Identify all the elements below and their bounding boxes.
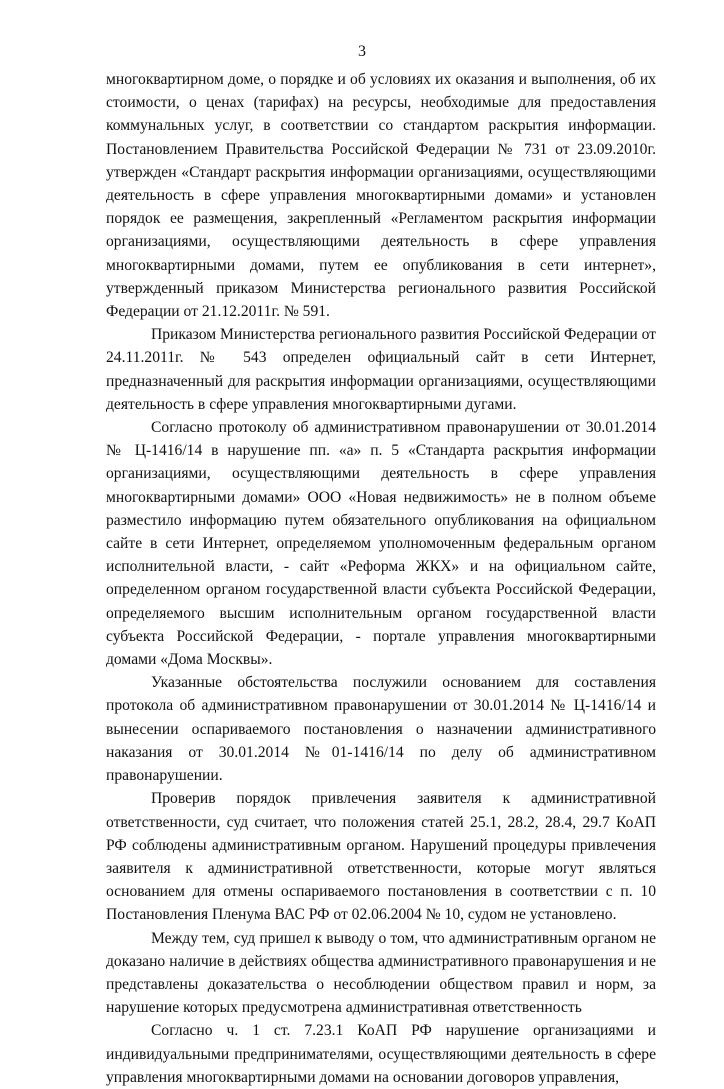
paragraph-2: Приказом Министерства регионального развития Российской Федерации от 24.11.2011г. № 543 определен официальный сайт в сети Интернет, предназначенный для раскрытия информации организациями, осуществляющими деятельность в сфере управления многоквартирными дугами.: [106, 326, 656, 413]
paragraph-1: многоквартирном доме, о порядке и об условиях их оказания и выполнения, об их стоимости, о ценах (тарифах) на ресурсы, необходимые для предоставления коммунальных услуг, в соответствии со стандартом раскрытия информации. Постановлением Правительства Российской Федерации № 731 от 23.09.2010г. утвержден «Стандарт раскрытия информации организациями, осуществляющими деятельность в сфере управления многоквартирными домами» и установлен порядок ее размещения, закрепленный «Регламентом раскрытия информации организациями, осуществляющими деятельность в сфере управления многоквартирными домами, путем ее опубликования в сети интернет», утвержденный приказом Министерства регионального развития Российской Федерации от 21.12.2011г. № 591.: [106, 71, 656, 321]
paragraph-3: Согласно протоколу об административном правонарушении от 30.01.2014 № Ц-1416/14 в нарушение пп. «а» п. 5 «Стандарта раскрытия информации организациями, осуществляющими деятельность в сфере управления многоквартирными домами» ООО «Новая недвижимость» не в полном объеме разместило информацию путем обязательного опубликования на официальном сайте в сети Интернет, определяемом уполномоченным федеральным органом исполнительной власти, - сайт «Реформа ЖКХ» и на официальном сайте, определенном органом государственной власти субъекта Российской Федерации, определяемого высшим исполнительным органом государственной власти субъекта Российской Федерации, - портале управления многоквартирными домами «Дома Москвы».: [106, 419, 656, 669]
paragraph-4: Указанные обстоятельства послужили основанием для составления протокола об административном правонарушении от 30.01.2014 № Ц-1416/14 и вынесении оспариваемого постановления о назначении административного наказания от 30.01.2014 №01-1416/14 по делу об административном правонарушении.: [106, 674, 656, 785]
paragraph-6: Между тем, суд пришел к выводу о том, что административным органом не доказано наличие в действиях общества административного правонарушения и не представлены доказательства о несоблюдении обществом правил и норм, за нарушение которых предусмотрена административная ответственность: [106, 929, 656, 1017]
page-number: 3: [358, 43, 366, 60]
document-body: [106, 68, 656, 1089]
paragraph-7: Согласно ч. 1 ст. 7.23.1 КоАП РФ нарушение организациями и индивидуальными предпринимателями, осуществляющими деятельность в сфере управления многоквартирными домами на основании договоров управления,: [106, 1022, 656, 1086]
paragraph-5: Проверив порядок привлечения заявителя к административной ответственности, суд считает, что положения статей 25.1, 28.2, 28.4, 29.7 КоАП РФ соблюдены административным органом. Нарушений процедуры привлечения заявителя к административной ответственности, которые могут являться основанием для отмены оспариваемого постановления в соответствии с п. 10 Постановления Пленума ВАС РФ от 02.06.2004 № 10, судом не установлено.: [106, 790, 656, 924]
